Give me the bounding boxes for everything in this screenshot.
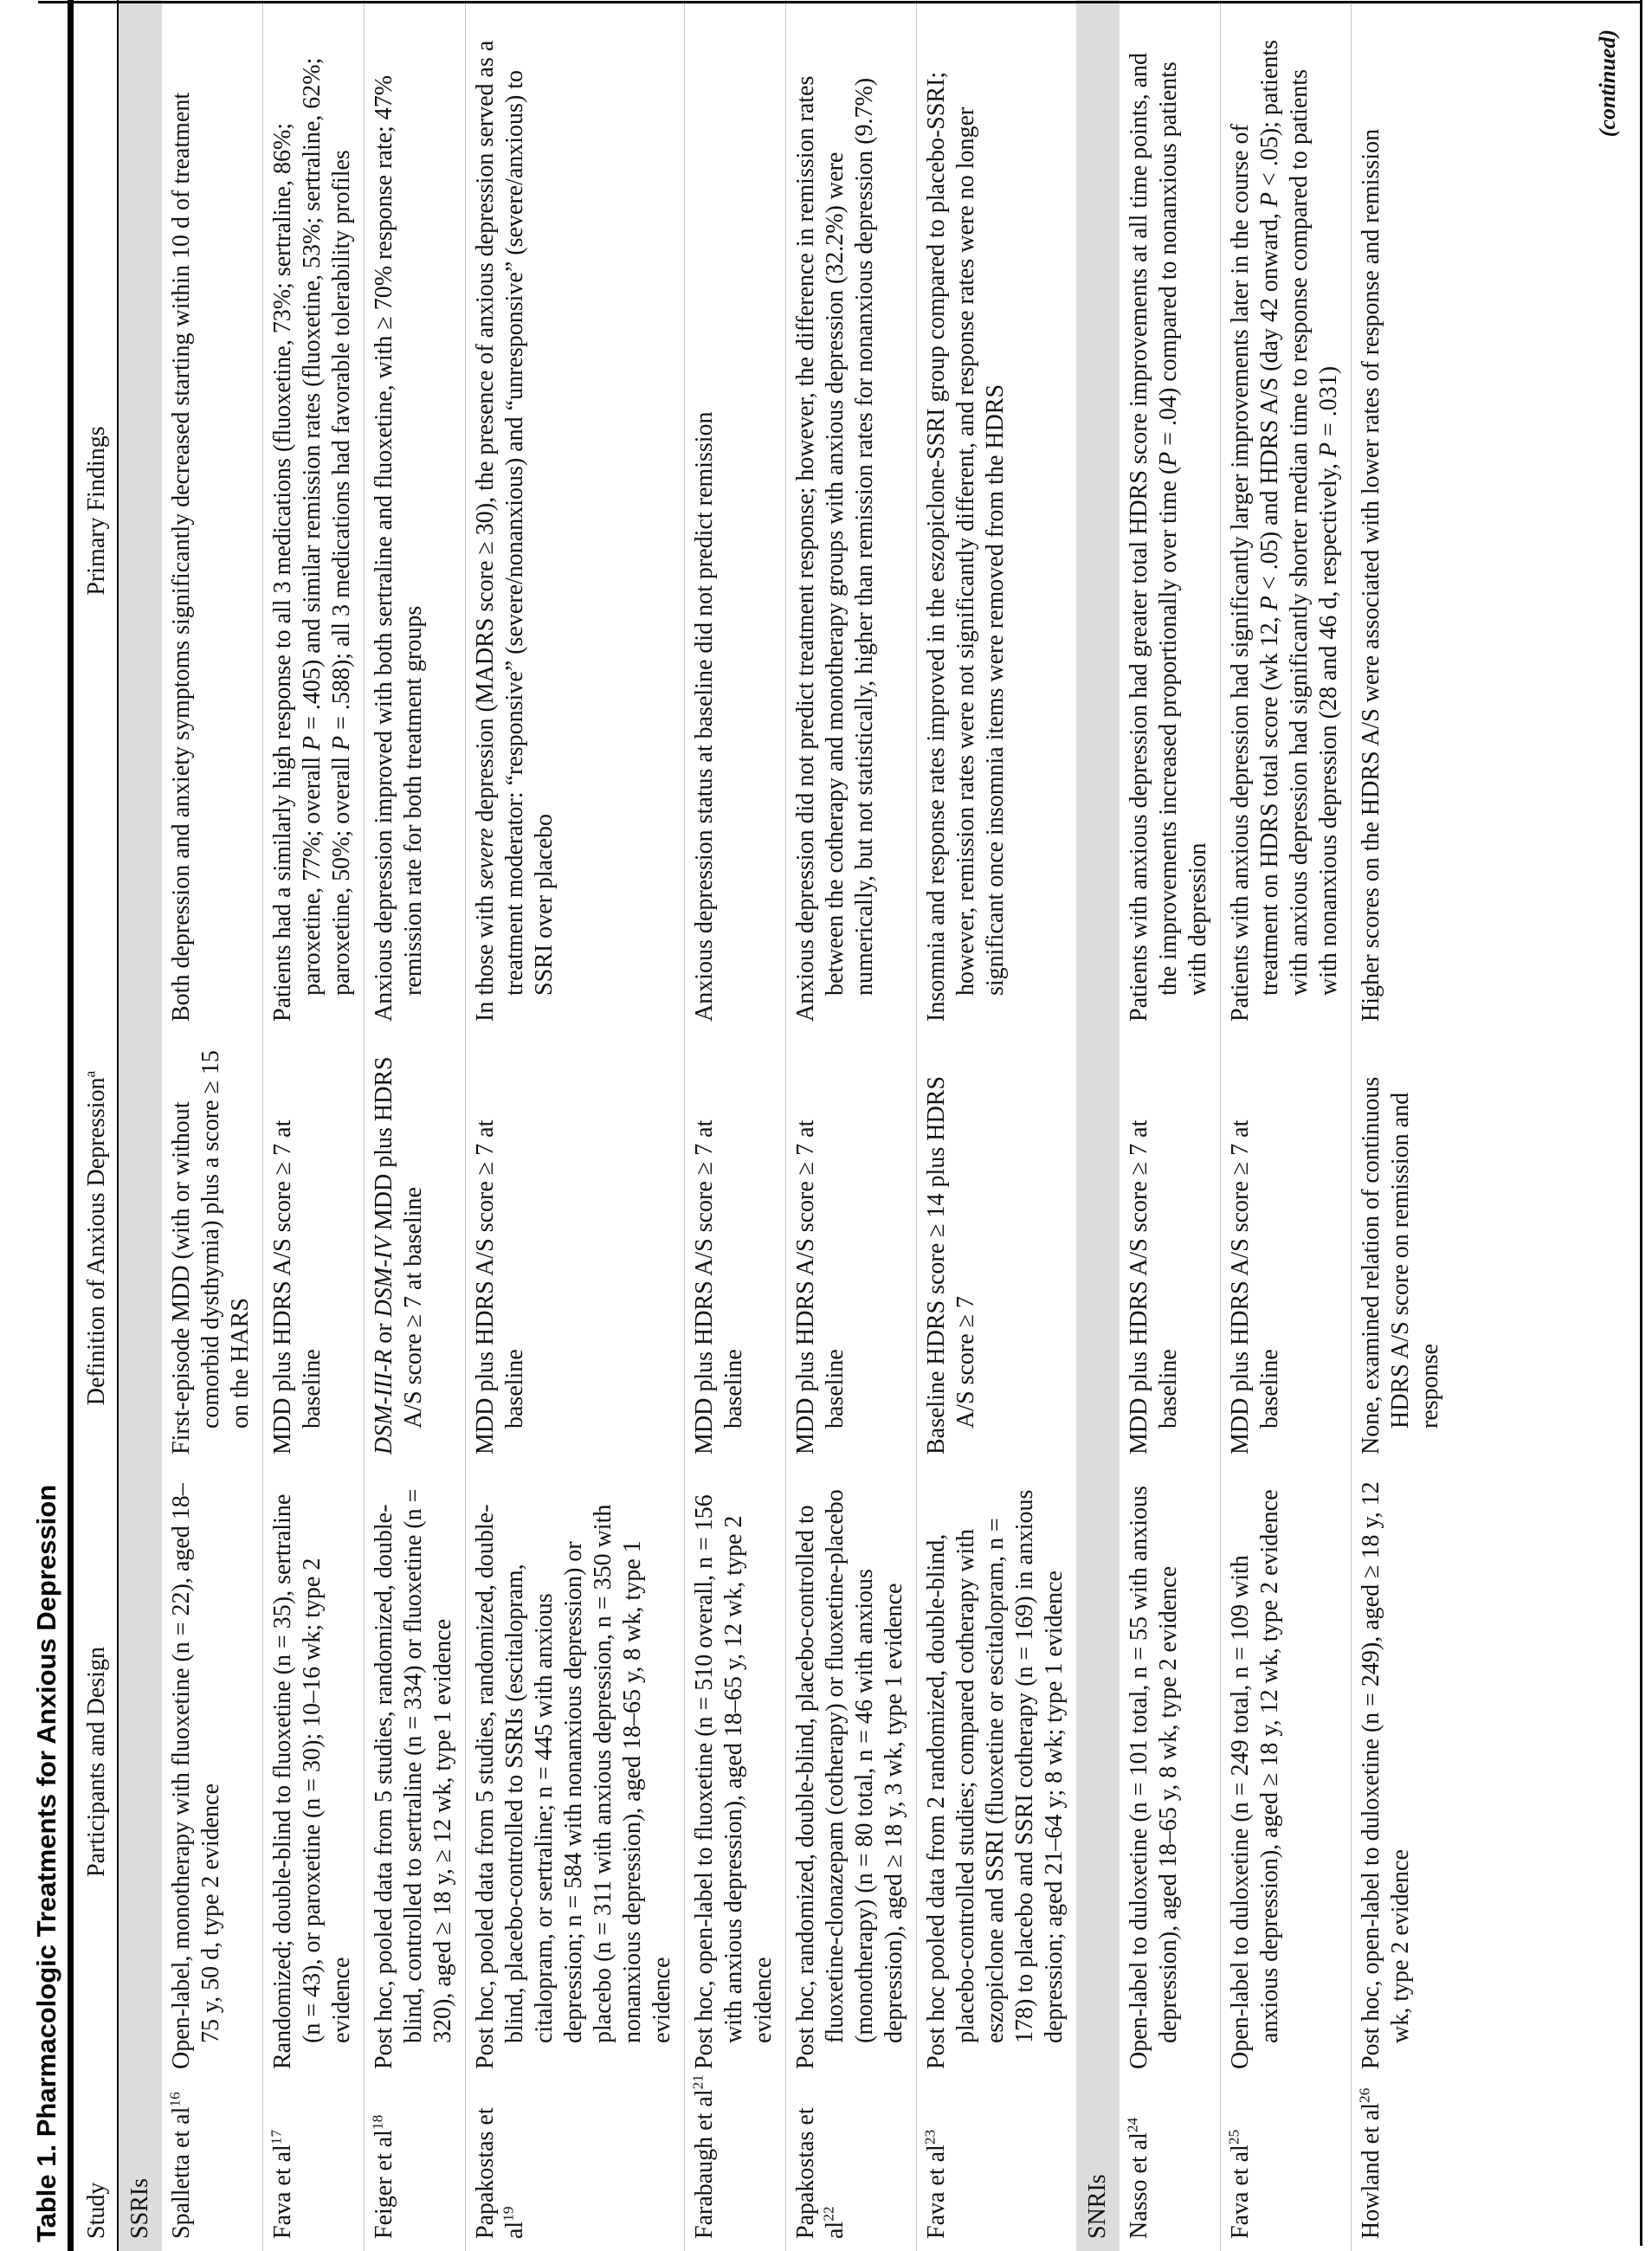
column-header-definition-footnote-mark: a xyxy=(81,1070,99,1078)
findings-cell: In those with severe depression (MADRS score ≥ 30), the presence of anxious depression served as a treatment moderator: “responsive” (severe/nonanxious) and “unresponsive” (severe/anxious) to SSRI over placebo xyxy=(466,0,685,1022)
findings-cell: Patients with anxious depression had greater total HDRS score improvements at all time points, and the improvements increased proportionally over time (P = .04) compared to nonanxious patients with depression xyxy=(1126,52,1211,1022)
definition-cell: MDD plus HDRS A/S score ≥ 7 at baseline xyxy=(786,1022,917,1454)
study-cell: Papakostas et $al^{19}$ xyxy=(466,2069,685,2251)
continued-note: (continued) xyxy=(1595,29,1620,138)
column-header-study-label: Study xyxy=(83,2182,110,2239)
participants-cell: Post hoc, pooled data from 5 studies, randomized, double-blind, controlled to sertraline (n = 334) or fluoxetine (n = 320), aged ≥ 18 y, ≥ 12 wk, type 1 evidence xyxy=(365,1454,466,2069)
section-row-snris xyxy=(1076,0,1120,2251)
column-header-participants-label: Participants and Design xyxy=(83,1647,110,1877)
column-header-participants xyxy=(74,1454,118,2069)
study-cell: Spalletta et $al^{16}$ xyxy=(166,2092,195,2239)
table-title: Table 1. Pharmacologic Treatments for Anxious Depression xyxy=(31,1484,61,2242)
table-edge-rule xyxy=(38,1,1642,3)
section-row-ssris xyxy=(118,0,162,2251)
table-row xyxy=(1352,0,1453,2251)
findings-cell: Patients with anxious depression had significantly larger improvements later in the course of treatment on HDRS total score (wk 12, P < .05) and HDRS A/S (day 42 onward, P < .05); patients with anxious depression had significantly shorter median time to response compared to patients with nonanxious depression (28 and 46 d, respectively, P = .031) xyxy=(1221,0,1352,1022)
findings-cell: Insomnia and response rates improved in the eszopiclone-SSRI group compared to placebo-SSRI; however, remission rates were not significantly different, and response rates were no longer significant once insomnia items were removed from the HDRS xyxy=(917,0,1077,1022)
definition-cell: First-episode MDD (with or without comorbid dysthymia) plus a score ≥ 15 on the HARS xyxy=(168,1050,254,1454)
study-cell: Nasso et $al^{24}$ xyxy=(1124,2117,1152,2239)
table-row xyxy=(263,0,365,2251)
table-row xyxy=(1120,0,1221,2251)
participants-cell: Post hoc, open-label to duloxetine (n = 249), aged ≥ 18 y, 12 wk, type 2 evidence xyxy=(1352,1454,1453,2069)
participants-cell: Open-label, monotherapy with fluoxetine (n = 22), aged 18–75 y, 50 d, type 2 evidence xyxy=(168,1483,224,2069)
table-row xyxy=(466,0,685,2251)
definition-cell: None, examined relation of continuous HDRS A/S score on remission and response xyxy=(1352,1022,1453,1454)
definition-cell: MDD plus HDRS A/S score ≥ 7 at baseline xyxy=(1221,1022,1352,1454)
column-header-findings-label: Primary Findings xyxy=(83,426,110,596)
participants-cell: Post hoc, randomized, double-blind, placebo-controlled to fluoxetine-clonazepam (cotherapy) or fluoxetine-placebo (monotherapy) (n = 80 total, n = 46 with anxious depression), aged ≥ 18 y, 3 wk, type 1 evidence xyxy=(786,1454,917,2069)
table-row xyxy=(917,0,1077,2251)
participants-cell: Post hoc, open-label to fluoxetine (n = 510 overall, n = 156 with anxious depression), aged 18–65 y, 12 wk, type 2 evidence xyxy=(685,1454,786,2069)
findings-cell: Anxious depression improved with both sertraline and fluoxetine, with ≥ 70% response rate; 47% remission rate for both treatment groups xyxy=(365,0,466,1022)
participants-cell: Post hoc, pooled data from 5 studies, randomized, double-blind, placebo-controlled to SSRIs (escitalopram, citalopram, or sertraline; n = 445 with anxious depression; n = 584 with nonanxious depression) or placebo (n = 311 with anxious depression, n = 350 with nonanxious depression), aged 18–65 y, 8 wk, type 1 evidence xyxy=(466,1454,685,2069)
definition-cell: DSM-III-R or DSM-IV MDD plus HDRS A/S score ≥ 7 at baseline xyxy=(365,1022,466,1454)
study-cell: Fava et $al^{17}$ xyxy=(263,2069,365,2251)
table-row xyxy=(162,0,263,2251)
findings-cell: Anxious depression status at baseline did not predict remission xyxy=(685,0,786,1022)
table-header xyxy=(74,0,118,2251)
definition-cell: MDD plus HDRS A/S score ≥ 7 at baseline xyxy=(466,1022,685,1454)
definition-cell: Baseline HDRS score ≥ 14 plus HDRS A/S score ≥ 7 xyxy=(917,1022,1077,1454)
title-divider-rule xyxy=(68,0,74,2251)
study-cell: Howland et $al^{26}$ xyxy=(1352,2069,1453,2251)
study-cell: Fava et $al^{25}$ xyxy=(1221,2069,1352,2251)
definition-cell: MDD plus HDRS A/S score ≥ 7 at baseline xyxy=(263,1022,365,1454)
findings-cell: Anxious depression did not predict treatment response; however, the difference in remission rates between the cotherapy and monotherapy groups with anxious depression (32.2%) were numerically, but not statistically, higher than remission rates for nonanxious depression (9.7%) xyxy=(786,0,917,1022)
definition-cell: MDD plus HDRS A/S score ≥ 7 at baseline xyxy=(1126,1119,1182,1454)
table-row xyxy=(786,0,917,2251)
findings-cell: Patients had a similarly high response to all 3 medications (fluoxetine, 73%; sertraline, 86%; paroxetine, 77%; overall P = .405) and similar remission rates (fluoxetine, 53%; sertraline, 62%; paroxetine, 50%; overall P = .588); all 3 medications had favorable tolerability profiles xyxy=(263,0,365,1022)
section-label: SSRIs xyxy=(118,0,162,2251)
participants-cell: Open-label to duloxetine (n = 249 total, n = 109 with anxious depression), aged ≥ 18 y, 12 wk, type 2 evidence xyxy=(1221,1454,1352,2069)
column-header-definition xyxy=(74,1022,118,1454)
participants-cell: Randomized; double-blind to fluoxetine (n = 35), sertraline (n = 43), or paroxetine (n = 30); 10–16 wk; type 2 evidence xyxy=(263,1454,365,2069)
study-cell: Papakostas et $al^{22}$ xyxy=(786,2069,917,2251)
study-cell: Farabaugh et $al^{21}$ xyxy=(685,2069,786,2251)
treatments-table xyxy=(74,0,1452,2251)
definition-cell: MDD plus HDRS A/S score ≥ 7 at baseline xyxy=(685,1022,786,1454)
findings-cell: Higher scores on the HDRS A/S were associated with lower rates of response and remission xyxy=(1352,0,1453,1022)
findings-cell: Both depression and anxiety symptoms significantly decreased starting within 10 d of treatment xyxy=(168,92,195,1022)
table-row xyxy=(365,0,466,2251)
table-body xyxy=(118,0,1452,2251)
participants-cell: Post hoc pooled data from 2 randomized, double-blind, placebo-controlled studies; compared cotherapy with eszopiclone and SSRI (fluoxetine or escitalopram, n = 178) to placebo and SSRI cotherapy (n = 169) in anxious depression; aged 21–64 y; 8 wk; type 1 evidence xyxy=(917,1454,1077,2069)
column-header-definition-label: Definition of Anxious Depression xyxy=(83,1077,110,1406)
section-label: SNRIs xyxy=(1076,0,1120,2251)
table-bottom-rule xyxy=(1640,0,1642,2246)
participants-cell: Open-label to duloxetine (n = 101 total, n = 55 with anxious depression), aged 18–65 y, 8 wk, type 2 evidence xyxy=(1126,1486,1182,2069)
study-cell: Feiger et $al^{18}$ xyxy=(365,2069,466,2251)
table-row xyxy=(1221,0,1352,2251)
study-cell: Fava et $al^{23}$ xyxy=(917,2069,1077,2251)
column-header-findings xyxy=(74,0,118,1022)
table-row xyxy=(685,0,786,2251)
column-header-study xyxy=(74,2069,118,2251)
